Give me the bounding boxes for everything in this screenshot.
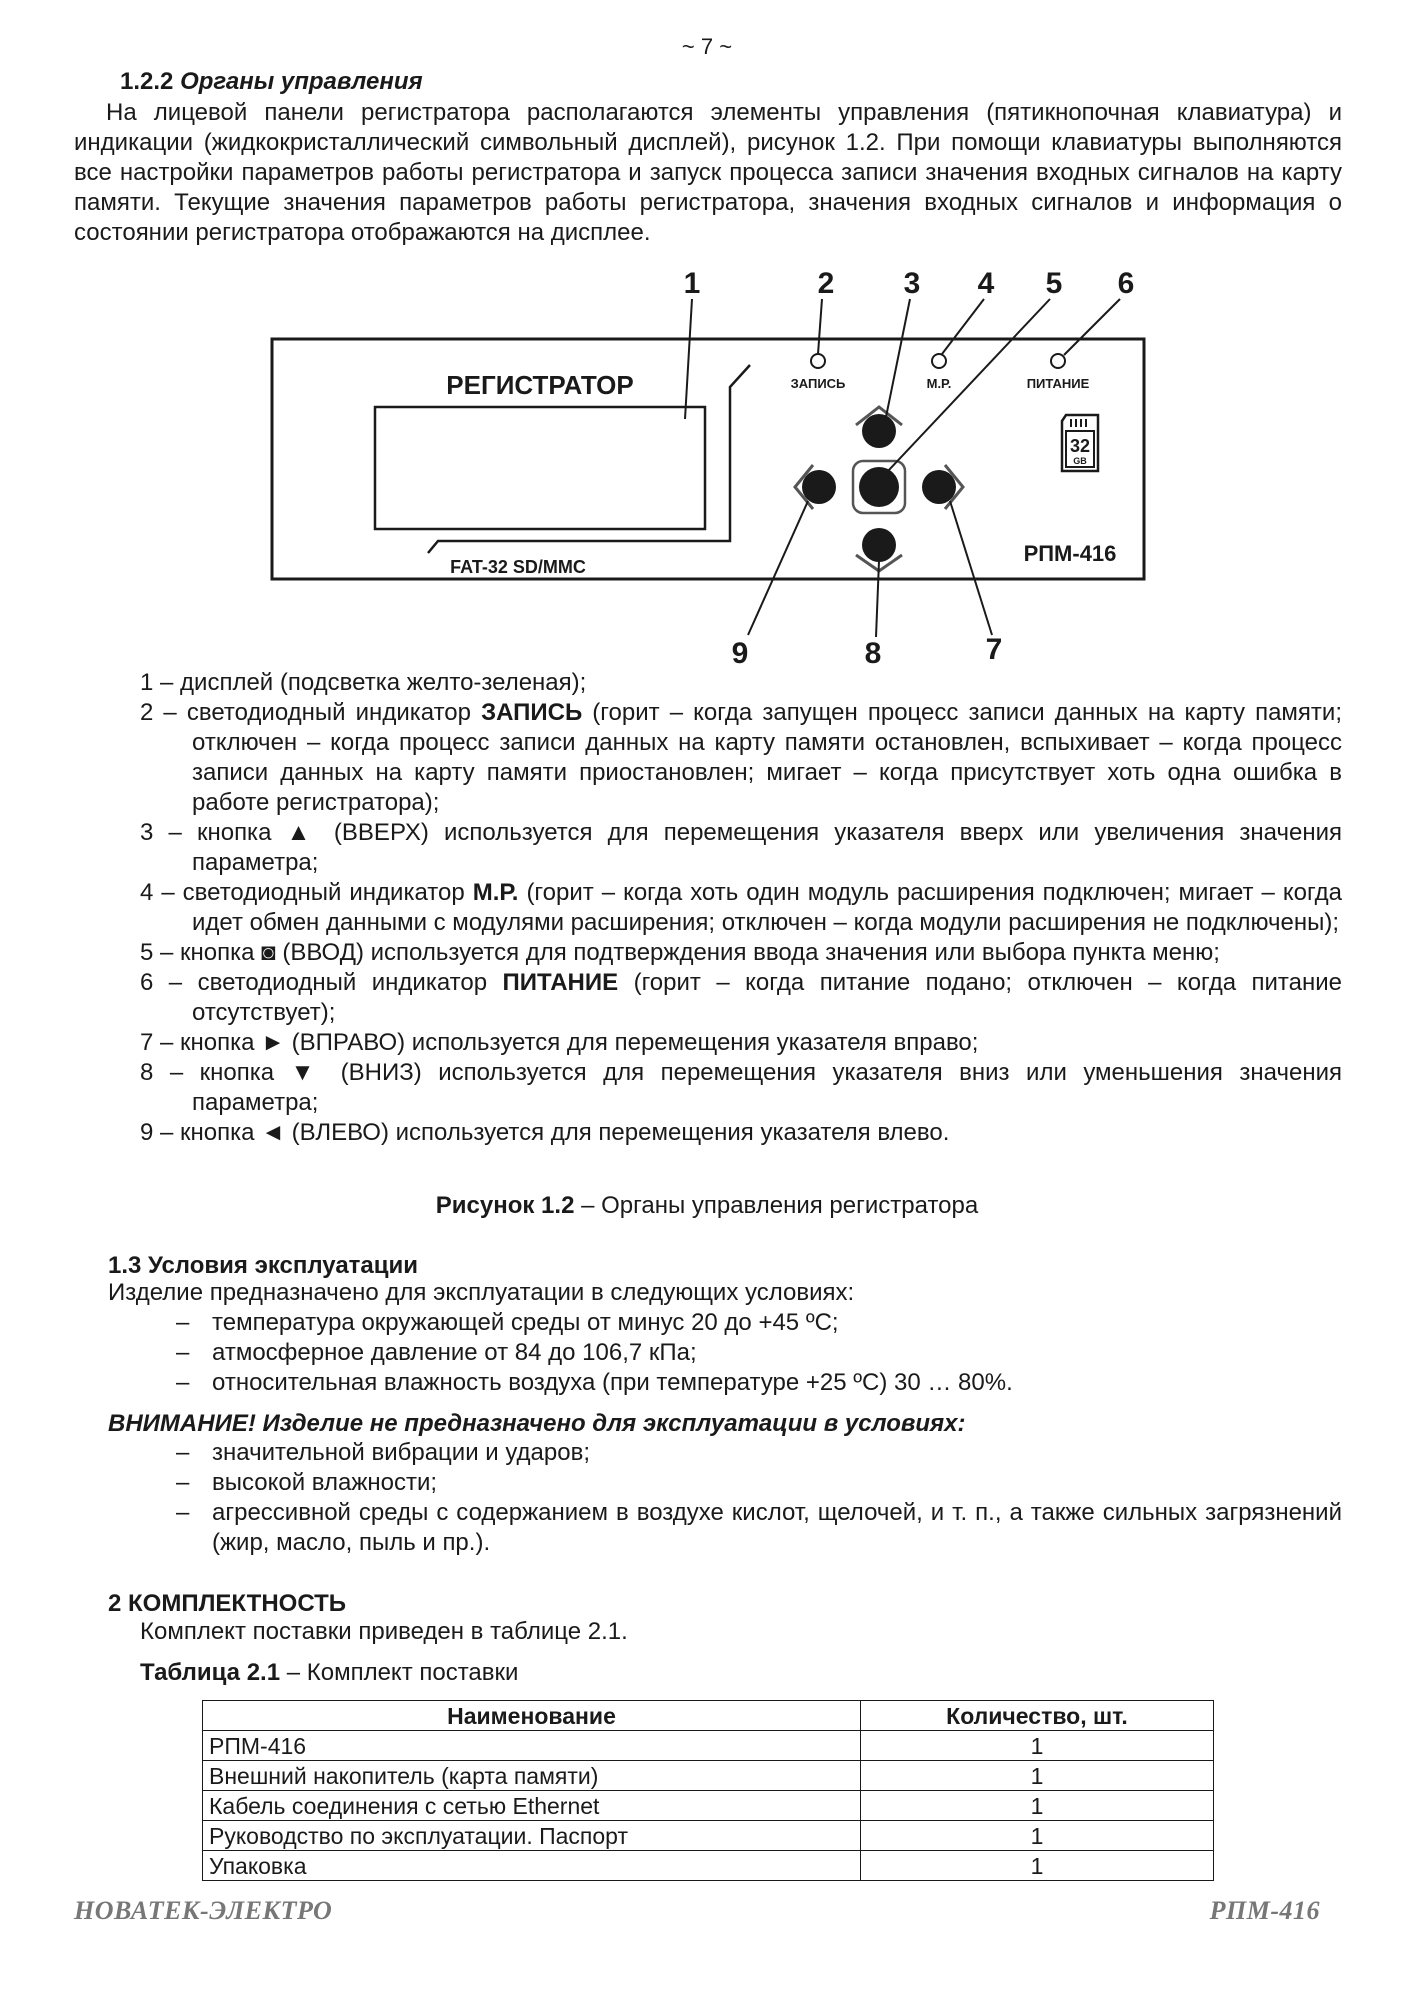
legend-item-5: 5 – кнопка ◙ (ВВОД) используется для подтверждения ввода значения или выбора пункта меню;: [140, 939, 1220, 966]
section-1-3-intro: Изделие предназначено для эксплуатации в следующих условиях:: [108, 1279, 855, 1306]
sd-size: 32: [1069, 436, 1091, 456]
callout-3: 3: [903, 267, 921, 300]
legend-item-4: 4 – светодиодный индикатор М.Р. (горит – когда хоть один модуль расширения подключен; мигает – когда идет обмен данными с модулями расширения; отключен – когда модули расширения не подключены);: [140, 879, 1342, 936]
panel-outline: [272, 339, 1144, 579]
table-row: Кабель соединения с сетью Ethernet 1: [203, 1791, 1214, 1821]
section-2-intro: Комплект поставки приведен в таблице 2.1.: [140, 1618, 628, 1645]
button-enter[interactable]: [853, 461, 905, 513]
callout-5: 5: [1045, 267, 1063, 300]
device-title: РЕГИСТРАТОР: [446, 370, 634, 400]
list-item: – значительной вибрации и ударов;: [176, 1439, 591, 1466]
figure-caption: Рисунок 1.2 – Органы управления регистратора: [435, 1192, 979, 1219]
figure-legend: [140, 668, 1342, 1148]
footer-model: РПМ-416: [1209, 1896, 1320, 1925]
table-caption: Таблица 2.1 – Комплект поставки: [140, 1659, 519, 1686]
model-label: РПМ-416: [1023, 541, 1117, 566]
table-row: Руководство по эксплуатации. Паспорт 1: [203, 1821, 1214, 1851]
footer-company: НОВАТЕК-ЭЛЕКТРО: [74, 1896, 333, 1925]
section-title: Органы управления: [180, 68, 423, 95]
kit-table: [202, 1700, 1214, 1881]
conditions-list: [176, 1308, 1342, 1398]
table-row: Упаковка 1: [203, 1851, 1214, 1881]
table-header-row: [203, 1701, 1214, 1731]
callout-1: 1: [683, 267, 701, 300]
callout-8: 8: [864, 637, 882, 665]
section-heading-2: 2 КОМПЛЕКТНОСТЬ: [108, 1590, 346, 1617]
button-left[interactable]: [795, 465, 836, 509]
list-item: – температура окружающей среды от минус 20 до +45 ºС;: [176, 1309, 839, 1336]
led-mr-label: М.Р.: [926, 376, 952, 391]
callout-4: 4: [977, 267, 995, 300]
list-item: – агрессивной среды с содержанием в воздухе кислот, щелочей, и т. п., а также сильных загрязнений (жир, масло, пыль и пр.).: [176, 1499, 1342, 1556]
list-item: – относительная влажность воздуха (при температуре +25 ºС) 30 … 80%.: [176, 1369, 1013, 1396]
list-item: – атмосферное давление от 84 до 106,7 кПа;: [176, 1339, 697, 1366]
led-zapis-icon: [811, 354, 825, 368]
callout-2: 2: [817, 267, 835, 300]
led-zapis-label: ЗАПИСЬ: [790, 376, 846, 391]
led-mr-icon: [932, 354, 946, 368]
legend-item-3: 3 – кнопка ▲ (ВВЕРХ) используется для перемещения указателя вверх или увеличения значения параметра;: [140, 819, 1342, 876]
table-row: РПМ-416 1: [203, 1731, 1214, 1761]
led-pitanie-label: ПИТАНИЕ: [1026, 376, 1090, 391]
legend-item-8: 8 – кнопка ▼ (ВНИЗ) используется для перемещения указателя вниз или уменьшения значения параметра;: [140, 1059, 1342, 1116]
callout-6: 6: [1117, 267, 1135, 300]
fat-label: FAT-32 SD/MMC: [450, 557, 586, 577]
button-right[interactable]: [922, 465, 963, 509]
sd-unit: GB: [1073, 456, 1087, 466]
section-heading-1-3: 1.3 Условия эксплуатации: [108, 1252, 419, 1279]
led-pitanie-icon: [1051, 354, 1065, 368]
legend-item-7: 7 – кнопка ► (ВПРАВО) используется для перемещения указателя вправо;: [140, 1029, 979, 1056]
section-number: 1.2.2: [120, 68, 174, 95]
lcd-display: [375, 407, 705, 529]
warning-heading: ВНИМАНИЕ! Изделие не предназначено для эксплуатации в условиях:: [108, 1410, 966, 1437]
figure-front-panel: [0, 255, 1414, 665]
section-heading-1-2-2: [120, 68, 423, 96]
page-number: ~ 7 ~: [681, 34, 733, 59]
legend-item-2: 2 – светодиодный индикатор ЗАПИСЬ (горит – когда запущен процесс записи данных на карту памяти; отключен – когда процесс записи данных на карту памяти остановлен, вспыхивает – когда процесс записи данных на карту памяти приостановлен; мигает – когда присутствует хоть одна ошибка в работе регистратора);: [140, 699, 1342, 816]
legend-item-1: 1 – дисплей (подсветка желто-зеленая);: [140, 669, 587, 696]
list-item: – высокой влажности;: [176, 1469, 438, 1496]
callout-7: 7: [985, 633, 1003, 665]
front-panel-drawing: [0, 255, 1414, 665]
column-header: Количество, шт.: [861, 1701, 1214, 1731]
leader-lines: [685, 299, 1120, 637]
restrictions-list: [176, 1438, 1342, 1558]
intro-paragraph: [74, 98, 1342, 248]
button-up[interactable]: [856, 407, 902, 448]
table-row: Внешний накопитель (карта памяти) 1: [203, 1761, 1214, 1791]
legend-item-9: 9 – кнопка ◄ (ВЛЕВО) используется для перемещения указателя влево.: [140, 1119, 950, 1146]
callout-9: 9: [731, 637, 749, 665]
intro-text: На лицевой панели регистратора располагаются элементы управления (пятикнопочная клавиатура) и индикации (жидкокристаллический символьный дисплей), рисунок 1.2. При помощи клавиатуры выполняются все настройки параметров работы регистратора и запуск процесса записи значения входных сигналов на карту памяти. Текущие значения параметров работы регистратора, значения входных сигналов и информация о состоянии регистратора отображаются на дисплее.: [74, 99, 1342, 246]
column-header: Наименование: [203, 1701, 861, 1731]
legend-item-6: 6 – светодиодный индикатор ПИТАНИЕ (горит – когда питание подано; отключен – когда питание отсутствует);: [140, 969, 1343, 1026]
